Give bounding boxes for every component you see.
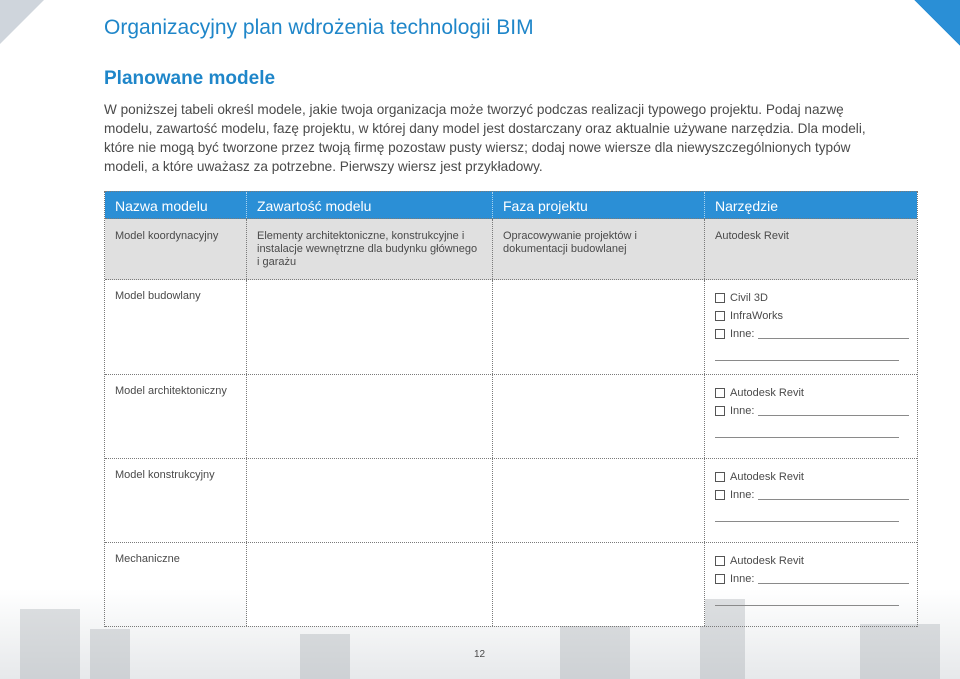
- cell-model-name: Model konstrukcyjny: [105, 459, 247, 542]
- checkbox-icon[interactable]: [715, 472, 725, 482]
- other-tool-input-line[interactable]: [715, 504, 899, 522]
- checkbox-icon[interactable]: [715, 329, 725, 339]
- tool-option-label: Civil 3D: [730, 291, 768, 304]
- tool-option-label: Inne:: [730, 404, 755, 417]
- cell-model-content-input[interactable]: [247, 459, 493, 542]
- section-title: Planowane modele: [104, 68, 276, 89]
- checkbox-icon[interactable]: [715, 490, 725, 500]
- other-tool-input[interactable]: [758, 329, 909, 339]
- tool-option-other[interactable]: [715, 402, 909, 420]
- other-tool-input-line[interactable]: [715, 420, 899, 438]
- tool-option[interactable]: [715, 384, 909, 402]
- checkbox-icon[interactable]: [715, 293, 725, 303]
- table-row: [105, 459, 917, 543]
- corner-accent: [888, 0, 960, 48]
- table-row-example: [105, 219, 917, 280]
- other-tool-input[interactable]: [758, 406, 909, 416]
- column-header-content: Zawartość modelu: [247, 192, 493, 218]
- tool-option-label: Inne:: [730, 572, 755, 585]
- cell-model-name: Model koordynacyjny: [105, 219, 247, 279]
- tool-option-label: InfraWorks: [730, 309, 783, 322]
- cell-model-content-input[interactable]: [247, 543, 493, 626]
- cell-project-phase-input[interactable]: [493, 543, 705, 626]
- checkbox-icon[interactable]: [715, 388, 725, 398]
- checkbox-icon[interactable]: [715, 574, 725, 584]
- tool-option[interactable]: [715, 468, 909, 486]
- tool-option-label: Autodesk Revit: [730, 470, 804, 483]
- tool-option[interactable]: [715, 552, 909, 570]
- checkbox-icon[interactable]: [715, 406, 725, 416]
- column-header-name: Nazwa modelu: [105, 192, 247, 218]
- tool-option-other[interactable]: [715, 486, 909, 504]
- tool-option-label: Autodesk Revit: [730, 554, 804, 567]
- table-row: [105, 280, 917, 375]
- cell-model-content-input[interactable]: [247, 280, 493, 374]
- cell-project-phase-input[interactable]: [493, 375, 705, 458]
- tool-option-label: Inne:: [730, 488, 755, 501]
- checkbox-icon[interactable]: [715, 311, 725, 321]
- tool-option-other[interactable]: [715, 570, 909, 588]
- intro-text: W poniższej tabeli określ modele, jakie twoja organizacja może tworzyć podczas realizacji typowego projektu. Podaj nazwę modelu, zawartość modelu, fazę projektu, w której dany model jest dostarczany oraz aktualnie używane narzędzia. Dla modeli, które nie mogą być tworzone przez twoją firmę pozostaw pusty wiersz; dodaj nowe wiersze dla niewyszczególnionych typów modeli, a które uważasz za potrzebne. Pierwszy wiersz jest przykładowy.: [104, 102, 866, 174]
- other-tool-input[interactable]: [758, 490, 909, 500]
- cell-model-content: Elementy architektoniczne, konstrukcyjne i instalacje wewnętrzne dla budynku głównego i garażu: [247, 219, 493, 279]
- cell-tool: Autodesk Revit: [715, 230, 789, 242]
- cell-project-phase: Opracowywanie projektów i dokumentacji budowlanej: [493, 219, 705, 279]
- cell-model-name: Mechaniczne: [105, 543, 247, 626]
- tool-option-label: Autodesk Revit: [730, 386, 804, 399]
- tool-option-other[interactable]: [715, 325, 909, 343]
- column-header-tool: Narzędzie: [715, 198, 779, 214]
- corner-decoration: [0, 0, 44, 44]
- cell-tool-options: [705, 375, 919, 458]
- cell-model-content-input[interactable]: [247, 375, 493, 458]
- cell-tool-options: [705, 543, 919, 626]
- page-title: Organizacyjny plan wdrożenia technologii BIM: [104, 16, 534, 39]
- table-row: [105, 375, 917, 459]
- column-header-phase: Faza projektu: [493, 192, 705, 218]
- table-header: [105, 191, 917, 219]
- tool-option[interactable]: [715, 289, 909, 307]
- checkbox-icon[interactable]: [715, 556, 725, 566]
- other-tool-input-line[interactable]: [715, 588, 899, 606]
- cell-project-phase-input[interactable]: [493, 280, 705, 374]
- other-tool-input[interactable]: [758, 574, 909, 584]
- table-row: [105, 543, 917, 627]
- cell-model-name: Model budowlany: [105, 280, 247, 374]
- cell-model-name: Model architektoniczny: [105, 375, 247, 458]
- page-number: 12: [474, 649, 486, 660]
- models-table: [104, 191, 918, 627]
- cell-tool-options: [705, 280, 919, 374]
- cell-project-phase-input[interactable]: [493, 459, 705, 542]
- cell-tool-options: [705, 459, 919, 542]
- tool-option[interactable]: [715, 307, 909, 325]
- other-tool-input-line[interactable]: [715, 343, 899, 361]
- tool-option-label: Inne:: [730, 327, 755, 340]
